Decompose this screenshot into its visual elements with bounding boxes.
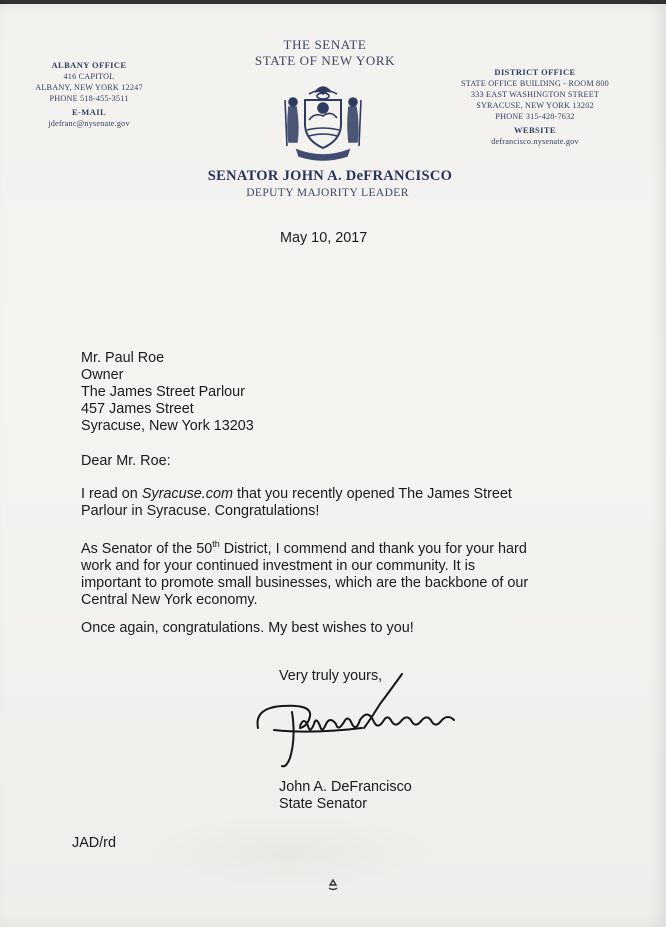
district-office-line: SYRACUSE, NEW YORK 13202 bbox=[476, 101, 594, 110]
email-address: jdefranc@nysenate.gov bbox=[48, 119, 130, 128]
signer-title: State Senator bbox=[279, 796, 368, 812]
handwritten-signature bbox=[252, 668, 467, 773]
paragraph-2-text: District, I commend and thank you for your hard bbox=[219, 540, 527, 557]
senator-name: SENATOR JOHN A. DeFRANCISCO bbox=[207, 168, 453, 184]
salutation: Dear Mr. Roe: bbox=[81, 453, 171, 469]
website-heading: WEBSITE bbox=[513, 125, 556, 135]
recipient-title: Owner bbox=[81, 367, 124, 383]
recipient-business: The James Street Parlour bbox=[81, 384, 245, 400]
senate-heading bbox=[225, 37, 425, 69]
signer-name: John A. DeFrancisco bbox=[279, 779, 412, 795]
paragraph-1-text: that you recently opened The James Street bbox=[232, 486, 512, 502]
albany-office-line: ALBANY, NEW YORK 12247 bbox=[35, 83, 143, 92]
albany-office-phone: PHONE 518-455-3511 bbox=[49, 94, 129, 103]
website-reference: Syracuse.com bbox=[141, 486, 233, 502]
paragraph-1 bbox=[81, 486, 601, 520]
paragraph-1-line: Parlour in Syracuse. Congratulations! bbox=[81, 503, 320, 519]
recipient-block bbox=[81, 350, 254, 435]
albany-office-block bbox=[14, 60, 164, 129]
signer-block bbox=[279, 779, 412, 813]
paragraph-2 bbox=[81, 536, 611, 609]
website-address: defrancisco.nysenate.gov bbox=[491, 137, 579, 146]
new-york-state-seal-icon bbox=[279, 80, 367, 164]
district-office-phone: PHONE 315-428-7632 bbox=[495, 112, 575, 121]
district-office-line: 333 EAST WASHINGTON STREET bbox=[470, 90, 600, 99]
paragraph-2-line: important to promote small businesses, which are the backbone of our bbox=[81, 574, 529, 591]
district-office-block bbox=[440, 67, 630, 147]
senator-title: DEPUTY MAJORITY LEADER bbox=[246, 187, 409, 199]
paragraph-3: Once again, congratulations. My best wishes to you! bbox=[81, 620, 414, 636]
paragraph-2-line: work and for your continued investment in our community. It is bbox=[81, 557, 476, 574]
recipient-street: 457 James Street bbox=[81, 401, 194, 417]
recipient-name: Mr. Paul Roe bbox=[81, 350, 165, 366]
letter-date: May 10, 2017 bbox=[280, 230, 368, 246]
senate-heading-line2: STATE OF NEW YORK bbox=[254, 53, 396, 68]
paragraph-1-text: I read on bbox=[81, 486, 142, 502]
district-office-heading: DISTRICT OFFICE bbox=[494, 67, 576, 77]
district-office-line: STATE OFFICE BUILDING - ROOM 800 bbox=[461, 79, 609, 88]
paragraph-2-text: As Senator of the 50 bbox=[81, 540, 213, 557]
letter-page bbox=[0, 4, 666, 927]
senate-heading-line1: THE SENATE bbox=[283, 37, 367, 52]
recipient-city: Syracuse, New York 13203 bbox=[81, 418, 254, 434]
ordinal-suffix: th bbox=[212, 539, 220, 549]
paper-bleed-through bbox=[140, 814, 440, 894]
typist-initials: JAD/rd bbox=[72, 835, 116, 851]
paragraph-2-line: Central New York economy. bbox=[81, 591, 258, 608]
albany-office-heading: ALBANY OFFICE bbox=[51, 60, 127, 70]
closing: Very truly yours, bbox=[279, 668, 383, 684]
email-heading: E-MAIL bbox=[71, 107, 107, 117]
albany-office-line: 416 CAPITOL bbox=[63, 72, 115, 81]
